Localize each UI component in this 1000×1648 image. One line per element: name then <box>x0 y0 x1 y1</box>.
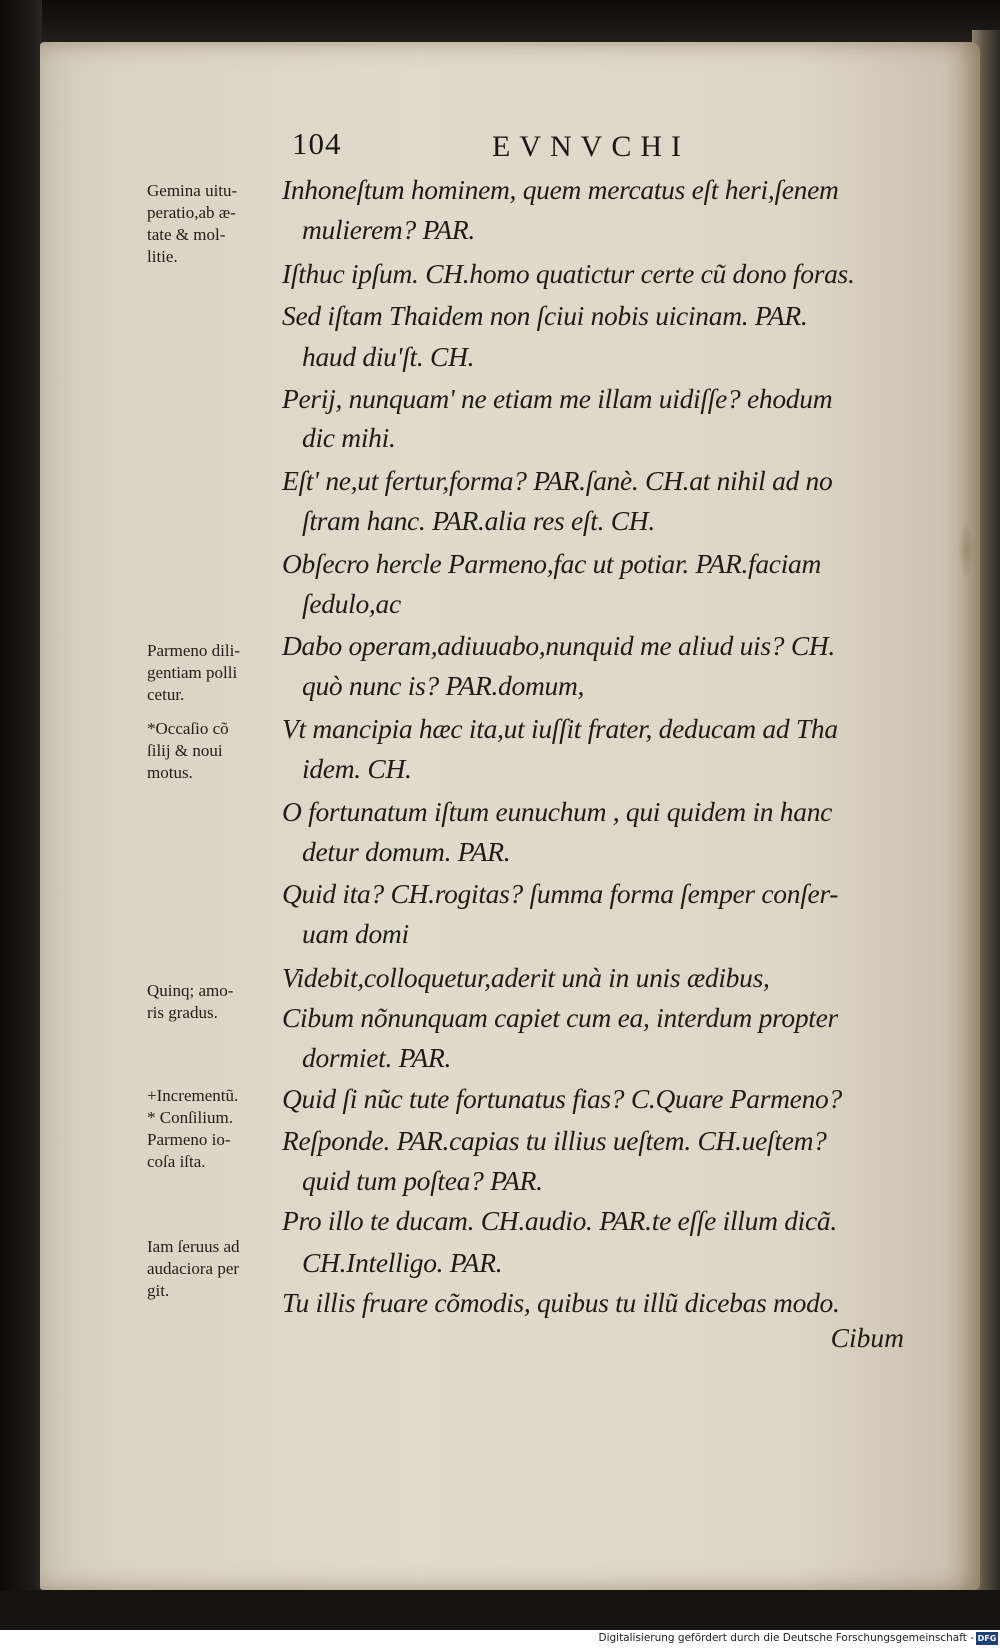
text-line: Eſt' ne,ut fertur,forma? PAR.ſanè. CH.at nihil ad no <box>282 465 833 496</box>
text-line: detur domum. PAR. <box>302 836 511 867</box>
text-line: dic mihi. <box>302 422 396 453</box>
text-line: mulierem? PAR. <box>302 214 475 245</box>
margin-note: Quinq; amo- ris gradus. <box>147 981 234 1022</box>
margin-note: +Incrementũ. * Conſilium. Parmeno io- coſa iſta. <box>147 1086 239 1171</box>
text-line: quò nunc is? PAR.domum, <box>302 670 585 701</box>
text-line: Obſecro hercle Parmeno,fac ut potiar. PAR.faciam <box>282 548 822 579</box>
text-line: uam domi <box>302 918 409 949</box>
text-line: ſtram hanc. PAR.alia res eſt. CH. <box>302 505 655 536</box>
text-line: Cibum nõnunquam capiet cum ea, interdum propter <box>282 1002 838 1033</box>
text-line: Quid ſi nũc tute fortunatus fias? C.Quare Parmeno? <box>282 1083 842 1114</box>
text-line: Quid ita? CH.rogitas? ſumma forma ſemper conſer- <box>282 878 839 909</box>
text-line: Videbit,colloquetur,aderit unà in unis ædibus, <box>282 962 770 993</box>
text-line: haud diu'ſt. CH. <box>302 341 475 372</box>
text-line: Perij, nunquam' ne etiam me illam uidiſſe? ehodum <box>282 383 833 414</box>
text-line: Sed iſtam Thaidem non ſciui nobis uicinam. PAR. <box>282 300 808 331</box>
text-line: Tu illis fruare cõmodis, quibus tu illũ dicebas modo. <box>282 1287 840 1318</box>
margin-note: Parmeno dili- gentiam polli cetur. <box>147 641 241 704</box>
text-line: Pro illo te ducam. CH.audio. PAR.te eſſe illum dicã. <box>282 1205 837 1236</box>
text-line: Vt mancipia hæc ita,ut iuſſit frater, deducam ad Tha <box>282 713 838 744</box>
text-line: Reſponde. PAR.capias tu illius ueſtem. CH.ueſtem? <box>282 1125 827 1156</box>
digitization-credit: Digitalisierung gefördert durch die Deutsche Forschungsgemeinschaft - <box>598 1632 974 1644</box>
page-number: 104 <box>292 126 342 161</box>
margin-note: Iam ſeruus ad audaciora per git. <box>147 1237 240 1300</box>
scan-background-left <box>0 0 42 1648</box>
text-line: dormiet. PAR. <box>302 1042 452 1073</box>
text-line: quid tum poſtea? PAR. <box>302 1165 543 1196</box>
catchword: Cibum <box>830 1322 904 1353</box>
text-line: O fortunatum iſtum eunuchum , qui quidem in hanc <box>282 796 833 827</box>
margin-note: Gemina uitu- peratio,ab æ- tate & mol- litie. <box>147 181 238 266</box>
paper-stain <box>958 520 974 580</box>
text-line: idem. CH. <box>302 753 412 784</box>
text-line: CH.Intelligo. PAR. <box>302 1247 503 1278</box>
text-line: Iſthuc ipſum. CH.homo quatictur certe cũ dono foras. <box>282 258 855 289</box>
scan-background-top <box>0 0 1000 44</box>
text-line: Dabo operam,adiuuabo,nunquid me aliud uis? CH. <box>282 630 835 661</box>
margin-note: *Occaſio cõ ſilij & noui motus. <box>147 719 229 782</box>
text-line: Inhoneſtum hominem, quem mercatus eſt heri,ſenem <box>282 174 839 205</box>
dfg-logo: DFG <box>977 1634 997 1643</box>
text-line: ſedulo,ac <box>302 588 401 619</box>
running-head: EVNVCHI <box>492 130 690 163</box>
